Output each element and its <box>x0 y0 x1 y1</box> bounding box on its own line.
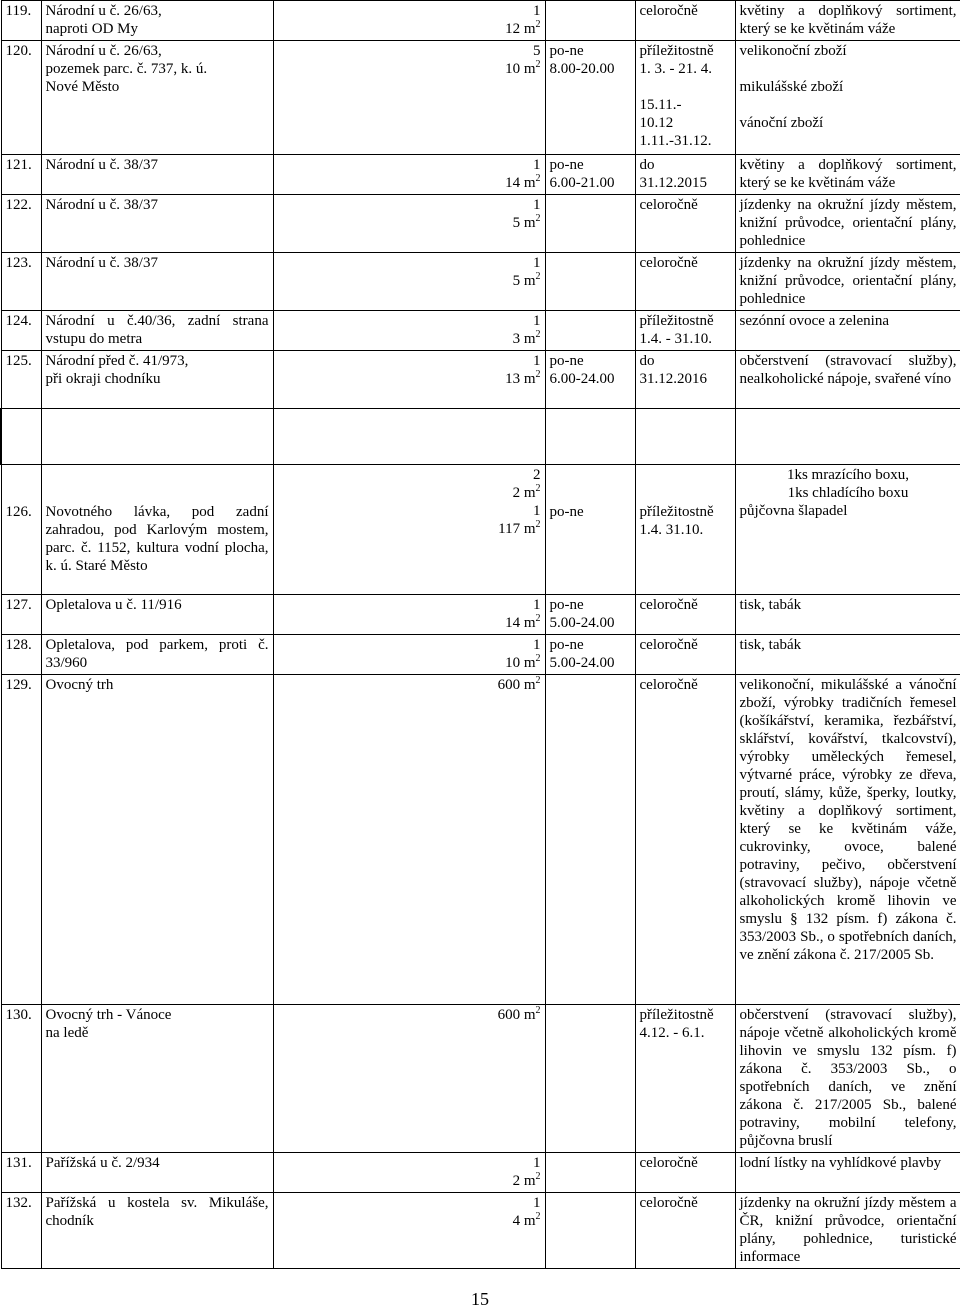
goods: květiny a doplňkový sortiment, který se ke květinám váže <box>735 1 960 41</box>
goods: velikonoční, mikulášské a vánoční zboží, výrobky tradičních řemesel (košíkářství, keramika, řezbářství, sklářství, kovářství, tkalcovství), výrobky uměleckých řemesel, výtvarné práce, výrobky ze dřeva, proutí, slámy, kůže, šperky, loutky, květiny a doplňkový sortiment, který se ke květinám váže, cukrovinky, ovoce, balené potraviny, pečivo, občerstvení (stravovací služby), nápoje včetně alkoholických kromě lihovin ve smyslu § 132 písm. f) zákona č. 353/2003 Sb., o spotřebních daních, ve znění zákona č. 217/2005 Sb. <box>735 675 960 1005</box>
hours: po-ne 6.00-21.00 <box>545 155 635 195</box>
row-number: 130. <box>1 1005 41 1153</box>
location: Opletalova u č. 11/916 <box>41 595 273 635</box>
area-value: 14 <box>505 175 521 191</box>
area: 1 13 $m^2$ <box>273 351 545 409</box>
location: Národní u č. 26/63, naproti OD My <box>41 1 273 41</box>
table-row <box>1 595 960 635</box>
row-number: 119. <box>1 1 41 41</box>
row-number: 121. <box>1 155 41 195</box>
period: celoročně <box>635 675 735 1005</box>
area-value: 600 <box>497 1007 521 1023</box>
period: příležitostně 4.12. - 6.1. <box>635 1005 735 1153</box>
row-number: 126. <box>1 465 41 595</box>
area-value: 5 <box>512 215 521 231</box>
row-number: 132. <box>1 1193 41 1269</box>
area: 1 3 $m^2$ <box>273 311 545 351</box>
area-value: 600 <box>497 677 521 693</box>
goods: jízdenky na okružní jízdy městem, knižní průvodce, orientační plány, pohlednice <box>735 253 960 311</box>
page-number: 15 <box>471 1289 489 1309</box>
location: Pařížská u č. 2/934 <box>41 1153 273 1193</box>
location: Pařížská u kostela sv. Mikuláše, chodník <box>41 1193 273 1269</box>
period: do 31.12.2015 <box>635 155 735 195</box>
hours: po-ne 6.00-24.00 <box>545 351 635 409</box>
area-value: 12 <box>505 21 521 37</box>
period: celoročně <box>635 635 735 675</box>
period: celoročně <box>635 595 735 635</box>
area: 5 10 $m^2$ <box>273 41 545 155</box>
goods: sezónní ovoce a zelenina <box>735 311 960 351</box>
location: Národní u č.40/36, zadní strana vstupu do metra <box>41 311 273 351</box>
area-value: 10 <box>505 655 521 671</box>
row-number: 131. <box>1 1153 41 1193</box>
count: 1 <box>533 1195 541 1211</box>
area: 1 5 $m^2$ <box>273 253 545 311</box>
hours <box>545 1153 635 1193</box>
table-row <box>1 155 960 195</box>
table-row <box>1 465 960 595</box>
row-number: 128. <box>1 635 41 675</box>
area: 1 5 $m^2$ <box>273 195 545 253</box>
location: Národní před č. 41/973, při okraji chodníku <box>41 351 273 409</box>
location: Opletalova, pod parkem, proti č. 33/960 <box>41 635 273 675</box>
goods: občerstvení (stravovací služby), nápoje včetně alkoholických kromě lihovin ve smyslu 132 písm. f) zákona č. 353/2003 Sb., o spotřebních daních, ve znění zákona č. 217/2005 Sb., balené potraviny, mobilní telefony, půjčovna bruslí <box>735 1005 960 1153</box>
hours <box>545 195 635 253</box>
goods: lodní lístky na vyhlídkové plavby <box>735 1153 960 1193</box>
table-row <box>1 1153 960 1193</box>
count: 1 <box>533 3 541 19</box>
goods: občerstvení (stravovací služby), nealkoholické nápoje, svařené víno <box>735 351 960 409</box>
area: 1 4 $m^2$ <box>273 1193 545 1269</box>
count: 2 <box>533 467 541 483</box>
table-row <box>1 675 960 1005</box>
period: do 31.12.2016 <box>635 351 735 409</box>
location: Národní u č. 38/37 <box>41 155 273 195</box>
count: 5 <box>533 43 541 59</box>
area-value: 2 <box>512 485 521 501</box>
area: 1 14 $m^2$ <box>273 155 545 195</box>
area-value: 13 <box>505 371 521 387</box>
area-value: 10 <box>505 61 521 77</box>
table-row <box>1 1 960 41</box>
table-row <box>1 253 960 311</box>
hours <box>545 1193 635 1269</box>
area: 600 $m^2$ <box>273 1005 545 1153</box>
period: celoročně <box>635 1153 735 1193</box>
location: Ovocný trh - Vánoce na ledě <box>41 1005 273 1153</box>
count: 1 <box>533 157 541 173</box>
area: 1 12 $m^2$ <box>273 1 545 41</box>
hours <box>545 675 635 1005</box>
hours: po-ne 5.00-24.00 <box>545 635 635 675</box>
location: Ovocný trh <box>41 675 273 1005</box>
count: 1 <box>533 1155 541 1171</box>
count: 1 <box>533 313 541 329</box>
table-row <box>1 1005 960 1153</box>
goods: jízdenky na okružní jízdy městem a ČR, knižní průvodce, orientační plány, pohlednice, turistické informace <box>735 1193 960 1269</box>
count: 1 <box>533 353 541 369</box>
row-number: 123. <box>1 253 41 311</box>
area-value: 2 <box>512 1173 521 1189</box>
area: 1 10 $m^2$ <box>273 635 545 675</box>
period: příležitostně 1. 3. - 21. 4. 15.11.- 10.12 1.11.-31.12. <box>635 41 735 155</box>
period: celoročně <box>635 1193 735 1269</box>
location: Národní u č. 38/37 <box>41 253 273 311</box>
area-value: 3 <box>512 331 521 347</box>
hours <box>545 1005 635 1153</box>
goods: tisk, tabák <box>735 635 960 675</box>
goods-text: půjčovna šlapadel <box>739 503 848 519</box>
area-value: 117 <box>498 521 521 537</box>
hours <box>545 1 635 41</box>
goods: jízdenky na okružní jízdy městem, knižní průvodce, orientační plány, pohlednice <box>735 195 960 253</box>
count: 1 <box>533 597 541 613</box>
goods: květiny a doplňkový sortiment, který se ke květinám váže <box>735 155 960 195</box>
goods <box>735 465 960 595</box>
row-number: 124. <box>1 311 41 351</box>
area-value: 5 <box>512 273 521 289</box>
location: Národní u č. 38/37 <box>41 195 273 253</box>
period: příležitostně 1.4. - 31.10. <box>635 311 735 351</box>
hours: po-ne <box>545 465 635 595</box>
goods: velikonoční zboží mikulášské zboží vánoční zboží <box>735 41 960 155</box>
period: příležitostně 1.4. 31.10. <box>635 465 735 595</box>
area-value: 14 <box>505 615 521 631</box>
count: 1 <box>533 503 541 519</box>
table-row <box>1 351 960 409</box>
period: celoročně <box>635 195 735 253</box>
goods: tisk, tabák <box>735 595 960 635</box>
table-row <box>1 311 960 351</box>
table-row <box>1 195 960 253</box>
area: 2 2 $m^2$ 1 117 $m^2$ <box>273 465 545 595</box>
period: celoročně <box>635 1 735 41</box>
count: 1 <box>533 637 541 653</box>
row-number: 129. <box>1 675 41 1005</box>
count: 1 <box>533 255 541 271</box>
hours <box>545 311 635 351</box>
count: 1 <box>533 197 541 213</box>
area: 600 $m^2$ <box>273 675 545 1005</box>
goods-equipment: 1ks mrazícího boxu, 1ks chladícího boxu <box>786 467 910 501</box>
table-row <box>1 1193 960 1269</box>
row-number: 120. <box>1 41 41 155</box>
area: 1 14 $m^2$ <box>273 595 545 635</box>
table-row <box>1 41 960 155</box>
area-value: 4 <box>512 1213 521 1229</box>
period: celoročně <box>635 253 735 311</box>
row-number: 127. <box>1 595 41 635</box>
table-row <box>1 635 960 675</box>
hours: po-ne 5.00-24.00 <box>545 595 635 635</box>
hours <box>545 253 635 311</box>
row-number: 122. <box>1 195 41 253</box>
area: 1 2 $m^2$ <box>273 1153 545 1193</box>
location: Národní u č. 26/63, pozemek parc. č. 737, k. ú. Nové Město <box>41 41 273 155</box>
hours: po-ne 8.00-20.00 <box>545 41 635 155</box>
row-number: 125. <box>1 351 41 409</box>
location: Novotného lávka, pod zadní zahradou, pod Karlovým mostem, parc. č. 1152, kultura vodní plocha, k. ú. Staré Město <box>41 465 273 595</box>
